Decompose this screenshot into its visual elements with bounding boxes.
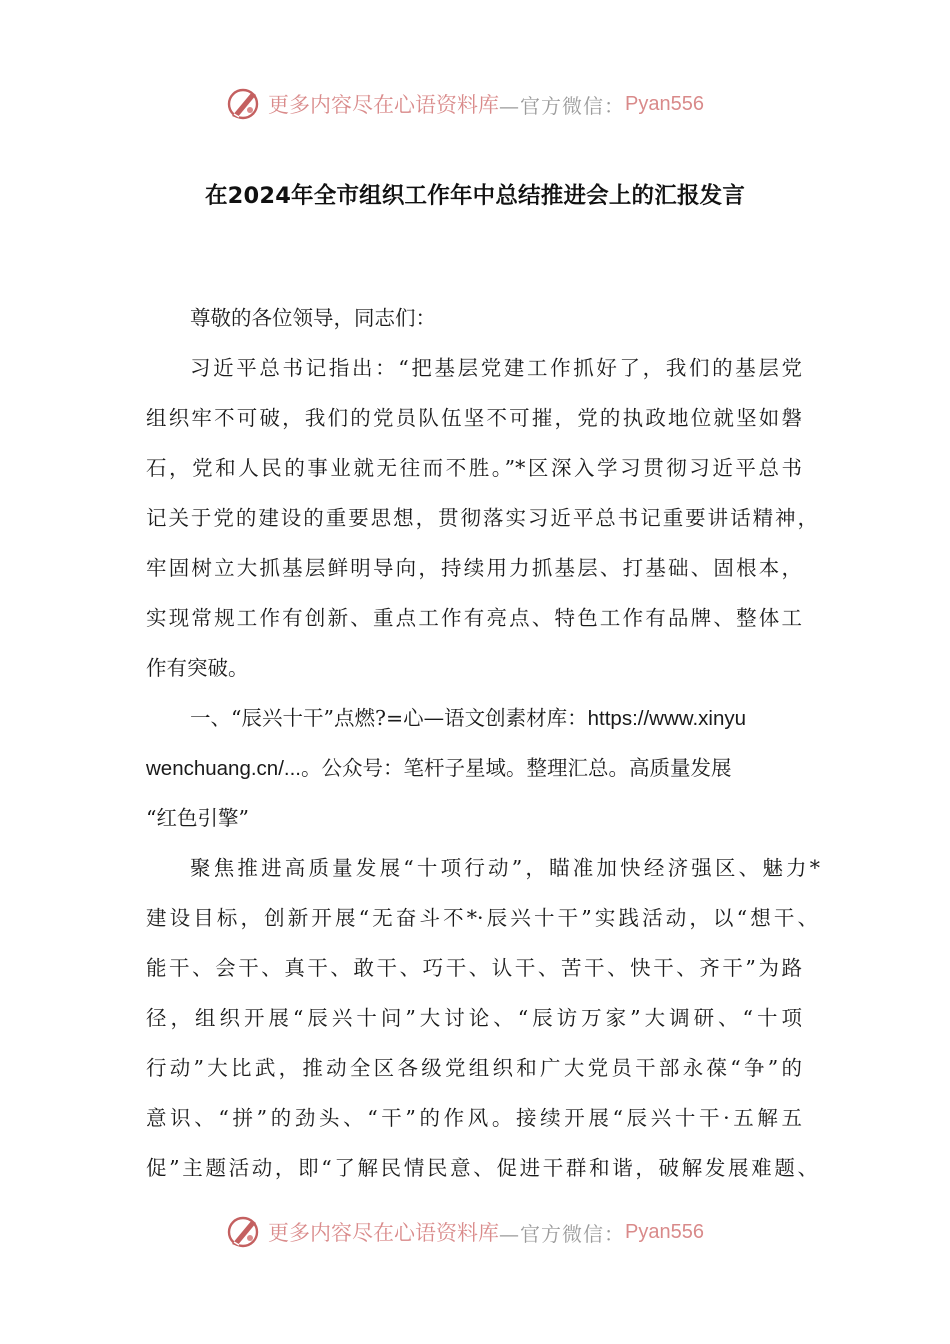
- section-heading-line: [190, 705, 746, 731]
- banner-text: 更多内容尽在心语资料库: [268, 1221, 499, 1245]
- body-line: 组织牢不可破，我们的党员队伍坚不可摧，党的执政地位就坚如磐: [146, 406, 802, 430]
- banner-wechat-id: Pyan556: [625, 1220, 704, 1243]
- pen-logo-icon: [226, 1214, 262, 1250]
- body-line: 实现常规工作有创新、重点工作有亮点、特色工作有品牌、整体工: [146, 606, 802, 630]
- body-line: 聚焦推进高质量发展“十项行动”，瞄准加快经济强区、魅力*: [190, 856, 820, 880]
- banner-wechat-id: Pyan556: [625, 92, 704, 115]
- source-url-part: https://www.xinyu: [587, 707, 747, 730]
- section-heading-line: [146, 755, 732, 781]
- body-line: 建设目标，创新开展“无奋斗不*·辰兴十干”实践活动，以“想干、: [146, 906, 818, 930]
- body-line: 石，党和人民的事业就无往而不胜。”*区深入学习贯彻习近平总书: [146, 456, 802, 480]
- body-line: 作有突破。: [146, 656, 249, 680]
- body-line: 牢固树立大抓基层鲜明导向，持续用力抓基层、打基础、固根本，: [146, 556, 802, 580]
- body-line: 径，组织开展“辰兴十问”大讨论、“辰访万家”大调研、“十项: [146, 1006, 802, 1030]
- body-line: 习近平总书记指出：“把基层党建工作抓好了，我们的基层党: [190, 356, 802, 380]
- pen-logo-icon: [226, 86, 262, 122]
- header-watermark-banner: [0, 84, 950, 124]
- banner-text: 更多内容尽在心语资料库: [268, 93, 499, 117]
- section-heading-line: “红色引擎”: [146, 806, 249, 830]
- body-line-salutation: 尊敬的各位领导，同志们：: [190, 306, 436, 330]
- body-line: 能干、会干、真干、敢干、巧干、认干、苦干、快干、齐干”为路: [146, 956, 802, 980]
- footer-watermark-banner: [0, 1212, 950, 1252]
- document-title: 在2024年全市组织工作年中总结推进会上的汇报发言: [204, 183, 746, 209]
- section-heading-text: 一、“辰兴十干”点燃?=心—语文创素材库：: [190, 706, 588, 730]
- banner-wechat-label: —官方微信：: [499, 93, 625, 118]
- source-url-part: wenchuang.cn/...: [146, 757, 301, 780]
- banner-wechat-label: —官方微信：: [499, 1221, 625, 1246]
- body-line: 促”主题活动，即“了解民情民意、促进干群和谐，破解发展难题、: [146, 1156, 818, 1180]
- section-heading-text: 。公众号：笔杆子星域。整理汇总。高质量发展: [301, 756, 732, 780]
- body-line: 意识、“拼”的劲头、“干”的作风。接续开展“辰兴十干·五解五: [146, 1106, 802, 1130]
- body-line: 记关于党的建设的重要思想，贯彻落实习近平总书记重要讲话精神，: [146, 506, 818, 530]
- body-line: 行动”大比武，推动全区各级党组织和广大党员干部永葆“争”的: [146, 1056, 802, 1080]
